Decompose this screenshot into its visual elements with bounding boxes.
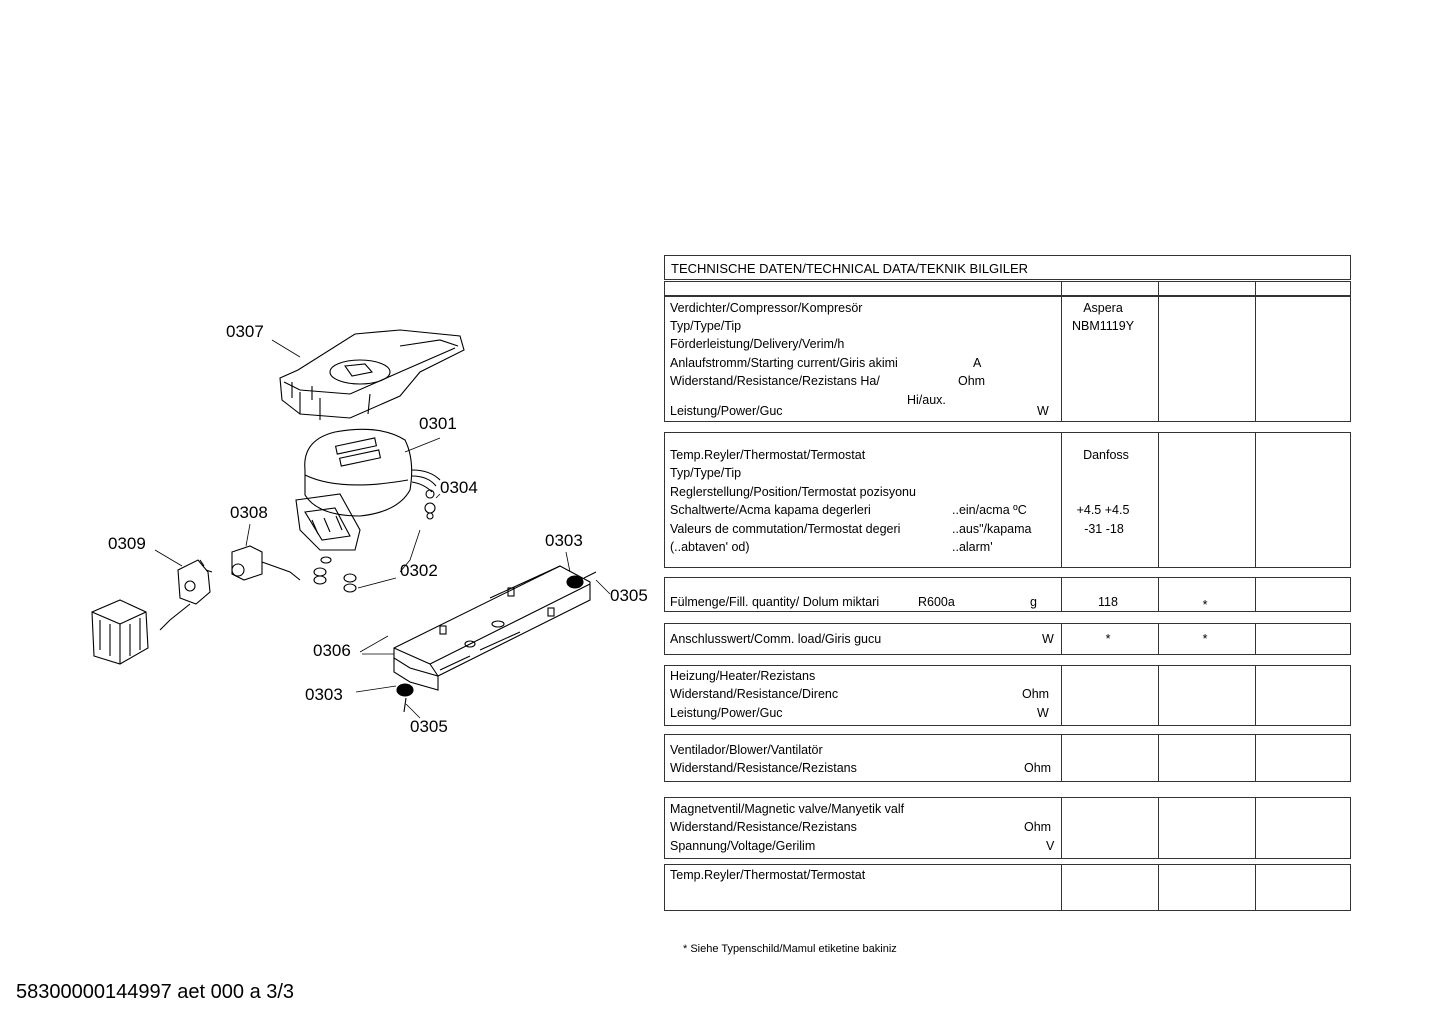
base-plate-drawing: [394, 566, 590, 690]
heater-resistance-row: Widerstand/Resistance/Direnc: [670, 687, 839, 701]
part-label-0302: 0302: [400, 561, 438, 580]
commutation-row: Valeurs de commutation/Termostat degeri: [670, 522, 901, 536]
valve-voltage-unit: V: [1046, 839, 1055, 853]
refrigerant-type: R600a: [918, 595, 955, 609]
footnote: * Siehe Typenschild/Mamul etiketine bakiniz: [683, 943, 897, 955]
last-thermostat-row: Temp.Reyler/Thermostat/Termostat: [670, 868, 866, 882]
alarm-unit: ..alarm': [952, 540, 993, 554]
switch-on-value: +4.5 +4.5: [1076, 503, 1130, 517]
part-label-0303-top: 0303: [545, 531, 583, 550]
thermostat-position-row: Reglerstellung/Position/Termostat pozisyonu: [670, 485, 916, 499]
grommets-drawing: [314, 557, 356, 592]
fan-block: [664, 734, 1351, 782]
starting-current-row: Anlaufstromm/Starting current/Giris akimi: [670, 356, 898, 370]
fill-quantity-row: Fülmenge/Fill. quantity/ Dolum miktari: [670, 595, 880, 609]
last-thermostat-block: [664, 864, 1351, 911]
valve-resistance-row: Widerstand/Resistance/Rezistans: [670, 820, 857, 834]
valve-resistance-unit: Ohm: [1024, 820, 1052, 834]
part-label-0307: 0307: [226, 322, 264, 341]
switch-on-unit: ..ein/acma ºC: [952, 503, 1027, 517]
heater-power-unit: W: [1037, 706, 1049, 720]
terminal-cover-drawing: [92, 600, 148, 664]
comm-load-value: *: [1105, 632, 1111, 646]
fill-quantity-unit: g: [1030, 595, 1037, 609]
defrost-row: (..abtaven' od): [670, 540, 750, 554]
comm-load-block: [664, 623, 1351, 655]
heater-resistance-unit: Ohm: [1022, 687, 1050, 701]
heater-row: Heizung/Heater/Rezistans: [670, 669, 816, 683]
compressor-row: Verdichter/Compressor/Kompresör: [670, 301, 863, 315]
relay-drawing: [232, 546, 300, 580]
thermostat-row: Temp.Reyler/Thermostat/Termostat: [670, 448, 866, 462]
resistance-aux: Hi/aux.: [907, 393, 946, 407]
switch-off-value: -31 -18: [1084, 522, 1124, 536]
compressor-type-value: NBM1119Y: [1071, 319, 1135, 333]
part-label-0308: 0308: [230, 503, 268, 522]
overload-protector-drawing: [160, 560, 212, 630]
thermostat-block: [664, 432, 1351, 568]
compressor-type-row: Typ/Type/Tip: [670, 319, 742, 333]
compressor-block: [664, 296, 1351, 422]
fan-resistance-row: Widerstand/Resistance/Rezistans: [670, 761, 857, 775]
table-title-block: [664, 255, 1351, 280]
switch-values-row: Schaltwerte/Acma kapama degerleri: [670, 503, 871, 517]
document-id: 58300000144997 aet 000 a 3/3: [16, 981, 295, 1003]
starting-current-unit: A: [973, 356, 982, 370]
part-label-0305-right: 0305: [610, 586, 648, 605]
switch-off-unit: ..aus"/kapama: [952, 522, 1032, 536]
fan-resistance-unit: Ohm: [1024, 761, 1052, 775]
table-title: TECHNISCHE DATEN/TECHNICAL DATA/TEKNIK BILGILER: [671, 261, 1029, 276]
fill-quantity-block: [664, 577, 1351, 612]
thermostat-type-row: Typ/Type/Tip: [670, 466, 742, 480]
column-header-block: [664, 281, 1351, 296]
part-label-0304: 0304: [440, 478, 478, 497]
compressor-brand-value: Aspera: [1083, 301, 1123, 315]
fill-quantity-value-2: *: [1202, 598, 1208, 612]
part-label-0305-bottom: 0305: [410, 717, 448, 736]
power-row: Leistung/Power/Guc: [670, 404, 783, 418]
resistance-unit: Ohm: [958, 374, 986, 388]
comm-load-value-2: *: [1202, 632, 1208, 646]
power-unit: W: [1037, 404, 1049, 418]
heater-block: [664, 665, 1351, 726]
resistance-row: Widerstand/Resistance/Rezistans Ha/: [670, 374, 880, 388]
leader-lines: [155, 340, 610, 718]
comm-load-row: Anschlusswert/Comm. load/Giris gucu: [670, 632, 882, 646]
part-label-0303-bottom: 0303: [305, 685, 343, 704]
fan-row: Ventilador/Blower/Vantilatör: [670, 743, 823, 757]
part-label-0301: 0301: [419, 414, 457, 433]
magnetic-valve-row: Magnetventil/Magnetic valve/Manyetik valf: [670, 802, 905, 816]
comm-load-unit: W: [1042, 632, 1054, 646]
heater-power-row: Leistung/Power/Guc: [670, 706, 783, 720]
cover-tray-drawing: [280, 330, 464, 420]
valve-voltage-row: Spannung/Voltage/Gerilim: [670, 839, 816, 853]
fill-quantity-value: 118: [1098, 595, 1118, 609]
part-label-0306: 0306: [313, 641, 351, 660]
delivery-row: Förderleistung/Delivery/Verim/h: [670, 337, 845, 351]
compressor-drawing: [296, 429, 440, 550]
magnetic-valve-block: [664, 797, 1351, 859]
part-label-0309: 0309: [108, 534, 146, 553]
thermostat-brand-value: Danfoss: [1083, 448, 1129, 462]
